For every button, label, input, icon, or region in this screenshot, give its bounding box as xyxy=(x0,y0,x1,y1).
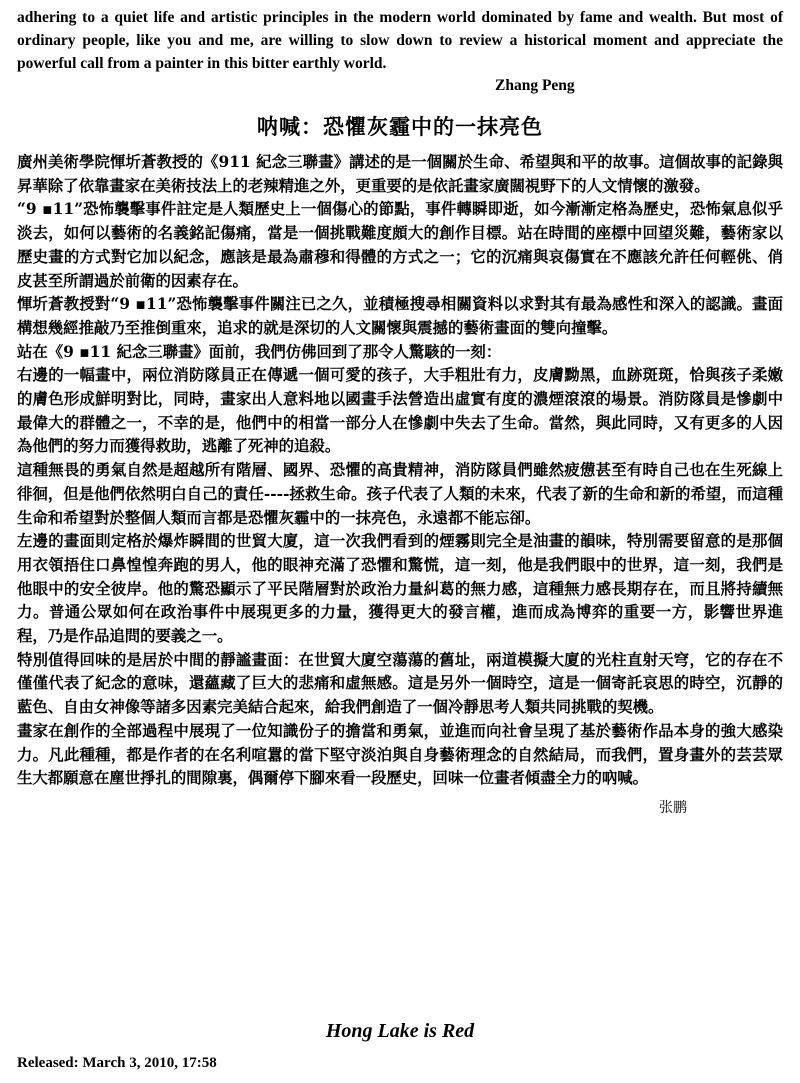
body-paragraph: 特別值得回味的是居於中間的靜謐畫面：在世貿大廈空蕩蕩的舊址，兩道模擬大廈的光柱直射天穹，它的存在不僅僅代表了紀念的意味，還蘊藏了巨大的悲痛和虛無感。這是另外一個時空，這是一個寄託哀思的時空，沉靜的藍色、自由女神像等諸多因素完美結合起來，給我們創造了一個冷靜思考人類共同挑戰的契機。 xyxy=(17,650,783,717)
chinese-signature: 张鹏 xyxy=(659,799,687,816)
chinese-article-title: 呐喊：恐懼灰霾中的一抹亮色 xyxy=(257,114,543,139)
article-page xyxy=(17,0,783,1071)
chinese-article-body xyxy=(17,151,783,791)
body-paragraph: 惲圻蒼教授對“9 ▪11”恐怖襲擊事件關注已之久，並積極搜尋相關資料以求對其有最為感性和深入的認識。畫面構想幾經推敲乃至推倒重來，追求的就是深切的人文關懷與震撼的藝術畫面的雙向撞擊。 xyxy=(17,295,783,337)
english-signature: Zhang Peng xyxy=(495,77,575,94)
english-intro-paragraph: adhering to a quiet life and artistic principles in the modern world dominated by fame and wealth. But most of ordinary people, like you and me, are willing to slow down to review a historical moment and appreciate the powerful call from a painter in this bitter earthly world. xyxy=(17,9,783,72)
next-article-title: Hong Lake is Red xyxy=(325,1020,475,1042)
body-paragraph: 這種無畏的勇氣自然是超越所有階層、國界、恐懼的高貴精神，消防隊員們雖然疲憊甚至有時自己也在生死線上徘徊，但是他們依然明白自己的責任----拯救生命。孩子代表了人類的未來，代表了新的生命和新的希望，而這種生命和希望對於整個人類而言都是恐懼灰霾中的一抹亮色，永遠都不能忘卻。 xyxy=(17,461,783,527)
body-paragraph: 左邊的畫面則定格於爆炸瞬間的世貿大廈，這一次我們看到的煙霧則完全是油畫的韻味，特別需要留意的是那個用衣領捂住口鼻惶惶奔跑的男人，他的眼神充滿了恐懼和驚慌，這一刻，他是我們眼中的世界，這一刻，我們是他眼中的安全彼岸。他的驚恐顯示了平民階層對於政治力量糾葛的無力感，這種無力感長期存在，而且將持續無力。普通公眾如何在政治事件中展現更多的力量，獲得更大的發言權，進而成為博弈的重要一方，影響世界進程，乃是作品追問的要義之一。 xyxy=(17,532,783,646)
body-paragraph: 廣州美術學院惲圻蒼教授的《911 紀念三聯畫》講述的是一個關於生命、希望與和平的故事。這個故事的記錄與昇華除了依靠畫家在美術技法上的老辣精進之外，更重要的是依託畫家廣闊視野下的人文情懷的激發。 xyxy=(17,153,783,195)
release-date: Released: March 3, 2010, 17:58 xyxy=(17,1055,217,1071)
body-paragraph: “9 ▪11”恐怖襲擊事件註定是人類歷史上一個傷心的節點，事件轉瞬即逝，如今漸漸定格為歷史，恐怖氣息似乎淡去，如何以藝術的名義銘記傷痛，當是一個挑戰難度頗大的創作目標。站在時間的座標中回望災難，藝術家以歷史畫的方式對它加以紀念，應該是最為肅穆和得體的方式之一；它的沉痛與哀傷實在不應該允許任何輕佻、俏皮甚至所謂過於前衛的因素存在。 xyxy=(17,200,783,290)
body-paragraph: 站在《9 ▪11 紀念三聯畫》面前，我們仿佛回到了那令人驚駭的一刻： xyxy=(17,342,502,361)
body-paragraph: 右邊的一幅畫中，兩位消防隊員正在傳遞一個可愛的孩子，大手粗壯有力，皮膚黝黑，血跡斑斑，恰與孩子柔嫩的膚色形成鮮明對比，同時，畫家出人意料地以國畫手法營造出虛實有度的濃煙滾滾的場景。消防隊員是慘劇中最偉大的群體之一，不幸的是，他們中的相當一部分人在慘劇中失去了生命。當然，與此同時，又有更多的人因為他們的努力而獲得救助，逃離了死神的追殺。 xyxy=(17,366,783,456)
body-paragraph: 畫家在創作的全部過程中展現了一位知識份子的擔當和勇氣，並進而向社會呈現了基於藝術作品本身的強大感染力。凡此種種，都是作者的在名利喧囂的當下堅守淡泊與自身藝術理念的自然結局，而我們，置身畫外的芸芸眾生大都願意在塵世掙扎的間隙裏，偶爾停下腳來看一段歷史，回味一位畫者傾盡全力的吶喊。 xyxy=(17,721,783,788)
